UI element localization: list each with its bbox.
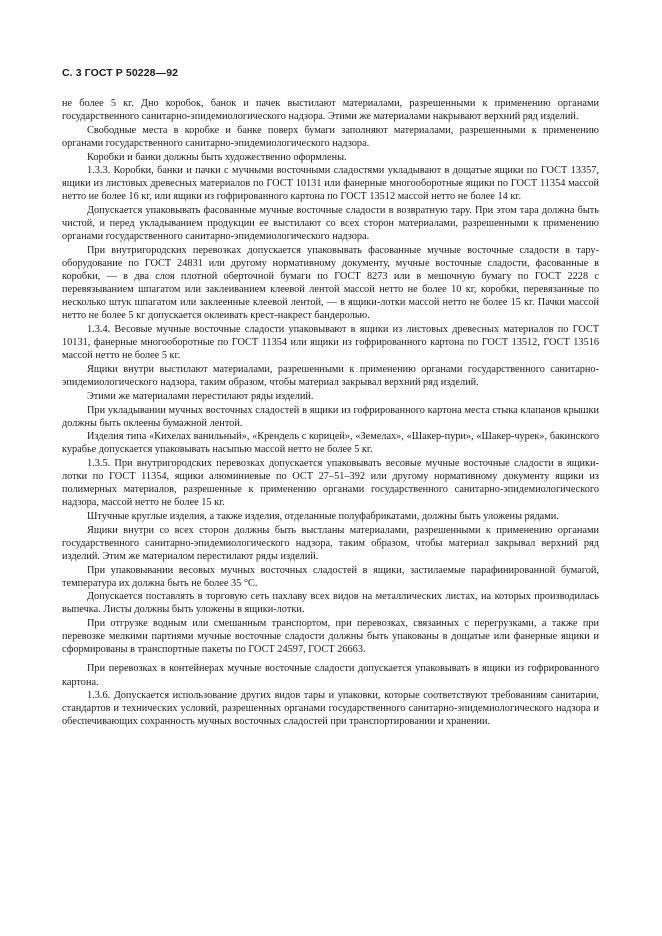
paragraph: При перевозках в контейнерах мучные восточные сладости допускается упаковывать в ящики из гофрированного картона. xyxy=(62,663,599,688)
paragraph: Штучные круглые изделия, а также изделия, отделанные полуфабрикатами, должны быть уложены рядами. xyxy=(87,511,559,523)
paragraph: Коробки и банки должны быть художественно оформлены. xyxy=(87,151,347,163)
paragraph: 1.3.3. Коробки, банки и пачки с мучными восточными сладостями укладывают в дощатые ящики по ГОСТ 13357, ящики из листовых древесных материалов по ГОСТ 10131 или фанерные многооборотные ящики по ГОСТ 11354 массой нетто не более 16 кг, или ящики из гофрированного картона по ГОСТ 13512 массой нетто не более 14 кг. xyxy=(62,165,599,203)
document-body xyxy=(62,97,599,729)
paragraph: Этими же материалами перестилают ряды изделий. xyxy=(87,390,314,402)
paragraph: Ящики внутри выстилают материалами, разрешенными к применению органами государственного санитарно-эпидемиологического надзора, таким образом, чтобы материал закрывал верхний ряд изделий. xyxy=(62,364,599,389)
page-header: С. 3 ГОСТ Р 50228—92 xyxy=(62,67,179,79)
paragraph: При упаковывании весовых мучных восточных сладостей в ящики, застилаемые парафинированной бумагой, температура их должна быть не более 35 °С. xyxy=(62,564,599,589)
paragraph: Изделия типа «Кихелах ванильный», «Крендель с корицей», «Земелах», «Шакер-пури», «Шакер-чурек», бакинского курабье допускается упаковывать насыпью массой нетто не более 5 кг. xyxy=(62,431,599,456)
paragraph: Свободные места в коробке и банке поверх бумаги заполняют материалами, разрешенными к применению органами государственного санитарно-эпидемиологического надзора. xyxy=(62,124,599,149)
paragraph: 1.3.5. При внутригородских перевозках допускается упаковывать весовые мучные восточные сладости в ящики-лотки по ГОСТ 11354, ящики алюминиевые по ОСТ 27–51–392 или другому нормативному документу ящики из полимерных материалов, разрешенные к применению органами государственного санитарно-эпидемиологического надзора, массой нетто не более 15 кг. xyxy=(62,458,599,509)
paragraph: 1.3.4. Весовые мучные восточные сладости упаковывают в ящики из листовых древесных материалов по ГОСТ 10131, фанерные многооборотные по ГОСТ 11354 или ящики из гофрированного картона по ГОСТ 13512, ГОСТ 13516 массой нетто не более 5 кг. xyxy=(62,324,599,362)
paragraph: Ящики внутри со всех сторон должны быть выстланы материалами, разрешенными к применению органами государственного санитарно-эпидемиологического надзора, таким образом, чтобы материал закрывал верхний ряд изделий. Этим же материалом перестилают ряды изделий. xyxy=(62,524,599,562)
paragraph: При укладывании мучных восточных сладостей в ящики из гофрированного картона места стыка клапанов крышки должны быть оклеены бумажной лентой. xyxy=(62,404,599,429)
paragraph: При отгрузке водным или смешанным транспортом, при перевозках, связанных с перегрузками, а также при перевозке мелкими партиями мучные восточные сладости должны быть упакованы в дощатые или фанерные ящики и сформированы в транспортные пакеты по ГОСТ 24597, ГОСТ 26663. xyxy=(62,618,599,656)
paragraph: Допускается поставлять в торговую сеть пахлаву всех видов на металлических листах, на которых производилась выпечка. Листы должны быть уложены в ящики-лотки. xyxy=(62,591,599,616)
paragraph: Допускается упаковывать фасованные мучные восточные сладости в возвратную тару. При этом тара должна быть чистой, и перед укладыванием продукции ее выстилают со всех сторон материалами, разрешенными к применению органами государственного санитарно-эпидемиологического надзора. xyxy=(62,205,599,243)
paragraph: При внутригородских перевозках допускается упаковывать фасованные мучные восточные сладости в тару-оборудование по ГОСТ 24831 или другому нормативному документу, мучные восточные сладости, фасованные в коробки, — в два слоя плотной оберточной бумаги по ГОСТ 8273 или в мешочную бумагу по ГОСТ 2228 с перевязыванием шпагатом или заклеиванием клеевой лентой массой нетто не более 10 кг, коробки, перевязанные по несколько штук шпагатом или заклеенные клеевой лентой, — в ящики-лотки массой нетто не более 15 кг. Пачки массой нетто не более 5 кг допускается оклеивать крест-накрест бандеролью. xyxy=(62,245,599,322)
paragraph: не более 5 кг. Дно коробок, банок и пачек выстилают материалами, разрешенными к применению органами государственного санитарно-эпидемиологического надзора. Этими же материалами накрывают верхний ряд изделий. xyxy=(62,98,599,123)
paragraph: 1.3.6. Допускается использование других видов тары и упаковки, которые соответствуют требованиям санитарии, стандартов и технических условий, разрешенных органами государственного санитарно-эпидемиологического надзора и обеспечивающих сохранность мучных восточных сладостей при транспортировании и хранении. xyxy=(62,690,599,728)
